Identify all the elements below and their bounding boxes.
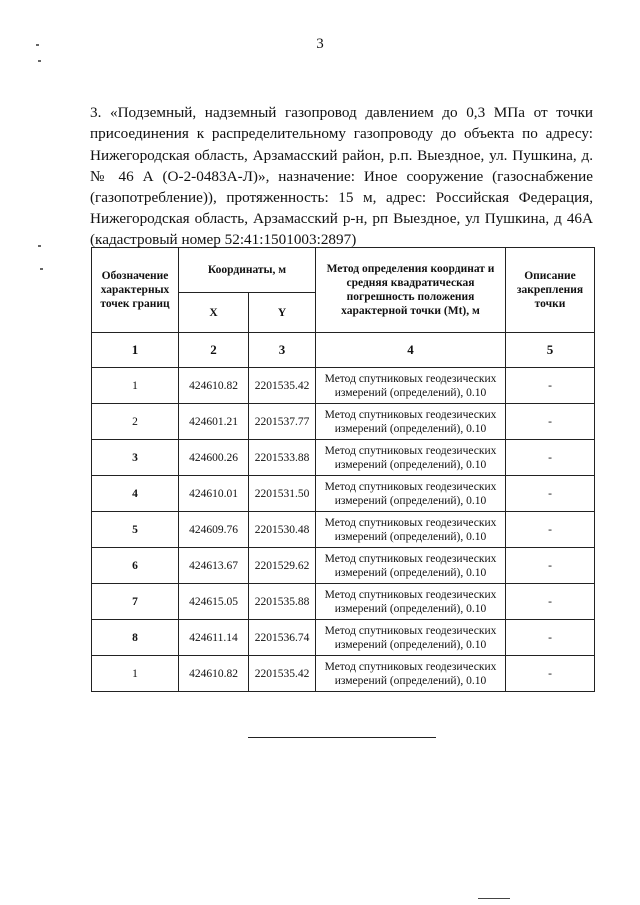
- desc-cell: -: [506, 440, 595, 476]
- method-cell: Метод спутниковых геодезических измерений (определений), 0.10: [316, 656, 506, 692]
- y-cell: 2201531.50: [249, 476, 316, 512]
- point-cell: 2: [92, 404, 179, 440]
- method-cell: Метод спутниковых геодезических измерений (определений), 0.10: [316, 584, 506, 620]
- desc-cell: -: [506, 368, 595, 404]
- table-row: [92, 476, 595, 512]
- desc-cell: -: [506, 476, 595, 512]
- x-cell: 424609.76: [179, 512, 249, 548]
- desc-cell: -: [506, 404, 595, 440]
- desc-cell: -: [506, 620, 595, 656]
- column-number-row: [92, 333, 595, 368]
- table-row: [92, 440, 595, 476]
- coordinates-table: [91, 247, 595, 692]
- point-cell: 8: [92, 620, 179, 656]
- method-cell: Метод спутниковых геодезических измерений (определений), 0.10: [316, 368, 506, 404]
- y-cell: 2201535.42: [249, 368, 316, 404]
- object-description: 3. «Подземный, надземный газопровод давлением до 0,3 МПа от точки присоединения к распределительному газопроводу до объекта по адресу: Нижегородская область, Арзамасский район, р.п. Выездное, ул. Пушкина, д. № 46 А (О-2-0483А-Л)», назначение: Иное сооружение (газоснабжение (газопотребление)), протяженность: 15 м, адрес: Российская Федерация, Нижегородская область, Арзамасский р-н, рп Выездное, ул Пушкина, д 46А (кадастровый номер 52:41:1501003:2897): [90, 104, 593, 249]
- table-row: [92, 512, 595, 548]
- column-number: 3: [249, 333, 316, 368]
- y-cell: 2201535.42: [249, 656, 316, 692]
- point-cell: 6: [92, 548, 179, 584]
- method-cell: Метод спутниковых геодезических измерений (определений), 0.10: [316, 512, 506, 548]
- x-cell: 424611.14: [179, 620, 249, 656]
- point-cell: 4: [92, 476, 179, 512]
- method-cell: Метод спутниковых геодезических измерений (определений), 0.10: [316, 404, 506, 440]
- header-desc: Описание закрепления точки: [506, 248, 595, 333]
- scan-mark: [38, 60, 41, 62]
- header-coords: Координаты, м: [179, 248, 316, 293]
- point-cell: 7: [92, 584, 179, 620]
- table-row: [92, 656, 595, 692]
- desc-cell: -: [506, 656, 595, 692]
- point-cell: 1: [92, 368, 179, 404]
- scan-mark: [36, 44, 39, 46]
- column-number: 1: [92, 333, 179, 368]
- x-cell: 424610.82: [179, 368, 249, 404]
- desc-cell: -: [506, 584, 595, 620]
- scan-mark: [38, 245, 41, 247]
- column-number: 5: [506, 333, 595, 368]
- x-cell: 424610.01: [179, 476, 249, 512]
- table-row: [92, 584, 595, 620]
- y-cell: 2201537.77: [249, 404, 316, 440]
- point-cell: 5: [92, 512, 179, 548]
- y-cell: 2201529.62: [249, 548, 316, 584]
- header-y: Y: [249, 293, 316, 333]
- scan-mark: [478, 898, 510, 899]
- table-row: [92, 620, 595, 656]
- method-cell: Метод спутниковых геодезических измерений (определений), 0.10: [316, 548, 506, 584]
- y-cell: 2201530.48: [249, 512, 316, 548]
- method-cell: Метод спутниковых геодезических измерений (определений), 0.10: [316, 620, 506, 656]
- x-cell: 424615.05: [179, 584, 249, 620]
- y-cell: 2201533.88: [249, 440, 316, 476]
- x-cell: 424613.67: [179, 548, 249, 584]
- page-number: 3: [316, 36, 324, 52]
- x-cell: 424610.82: [179, 656, 249, 692]
- column-number: 4: [316, 333, 506, 368]
- header-x: X: [179, 293, 249, 333]
- y-cell: 2201536.74: [249, 620, 316, 656]
- signature-line: [248, 737, 436, 738]
- x-cell: 424600.26: [179, 440, 249, 476]
- table-row: [92, 368, 595, 404]
- table-row: [92, 548, 595, 584]
- header-method: Метод определения координат и средняя квадратическая погрешность положения характерной точки (Mt), м: [316, 248, 506, 333]
- column-number: 2: [179, 333, 249, 368]
- desc-cell: -: [506, 548, 595, 584]
- scan-mark: [40, 268, 43, 270]
- y-cell: 2201535.88: [249, 584, 316, 620]
- table-row: [92, 404, 595, 440]
- x-cell: 424601.21: [179, 404, 249, 440]
- method-cell: Метод спутниковых геодезических измерений (определений), 0.10: [316, 440, 506, 476]
- desc-cell: -: [506, 512, 595, 548]
- point-cell: 1: [92, 656, 179, 692]
- method-cell: Метод спутниковых геодезических измерений (определений), 0.10: [316, 476, 506, 512]
- header-point: Обозначение характерных точек границ: [92, 248, 179, 333]
- point-cell: 3: [92, 440, 179, 476]
